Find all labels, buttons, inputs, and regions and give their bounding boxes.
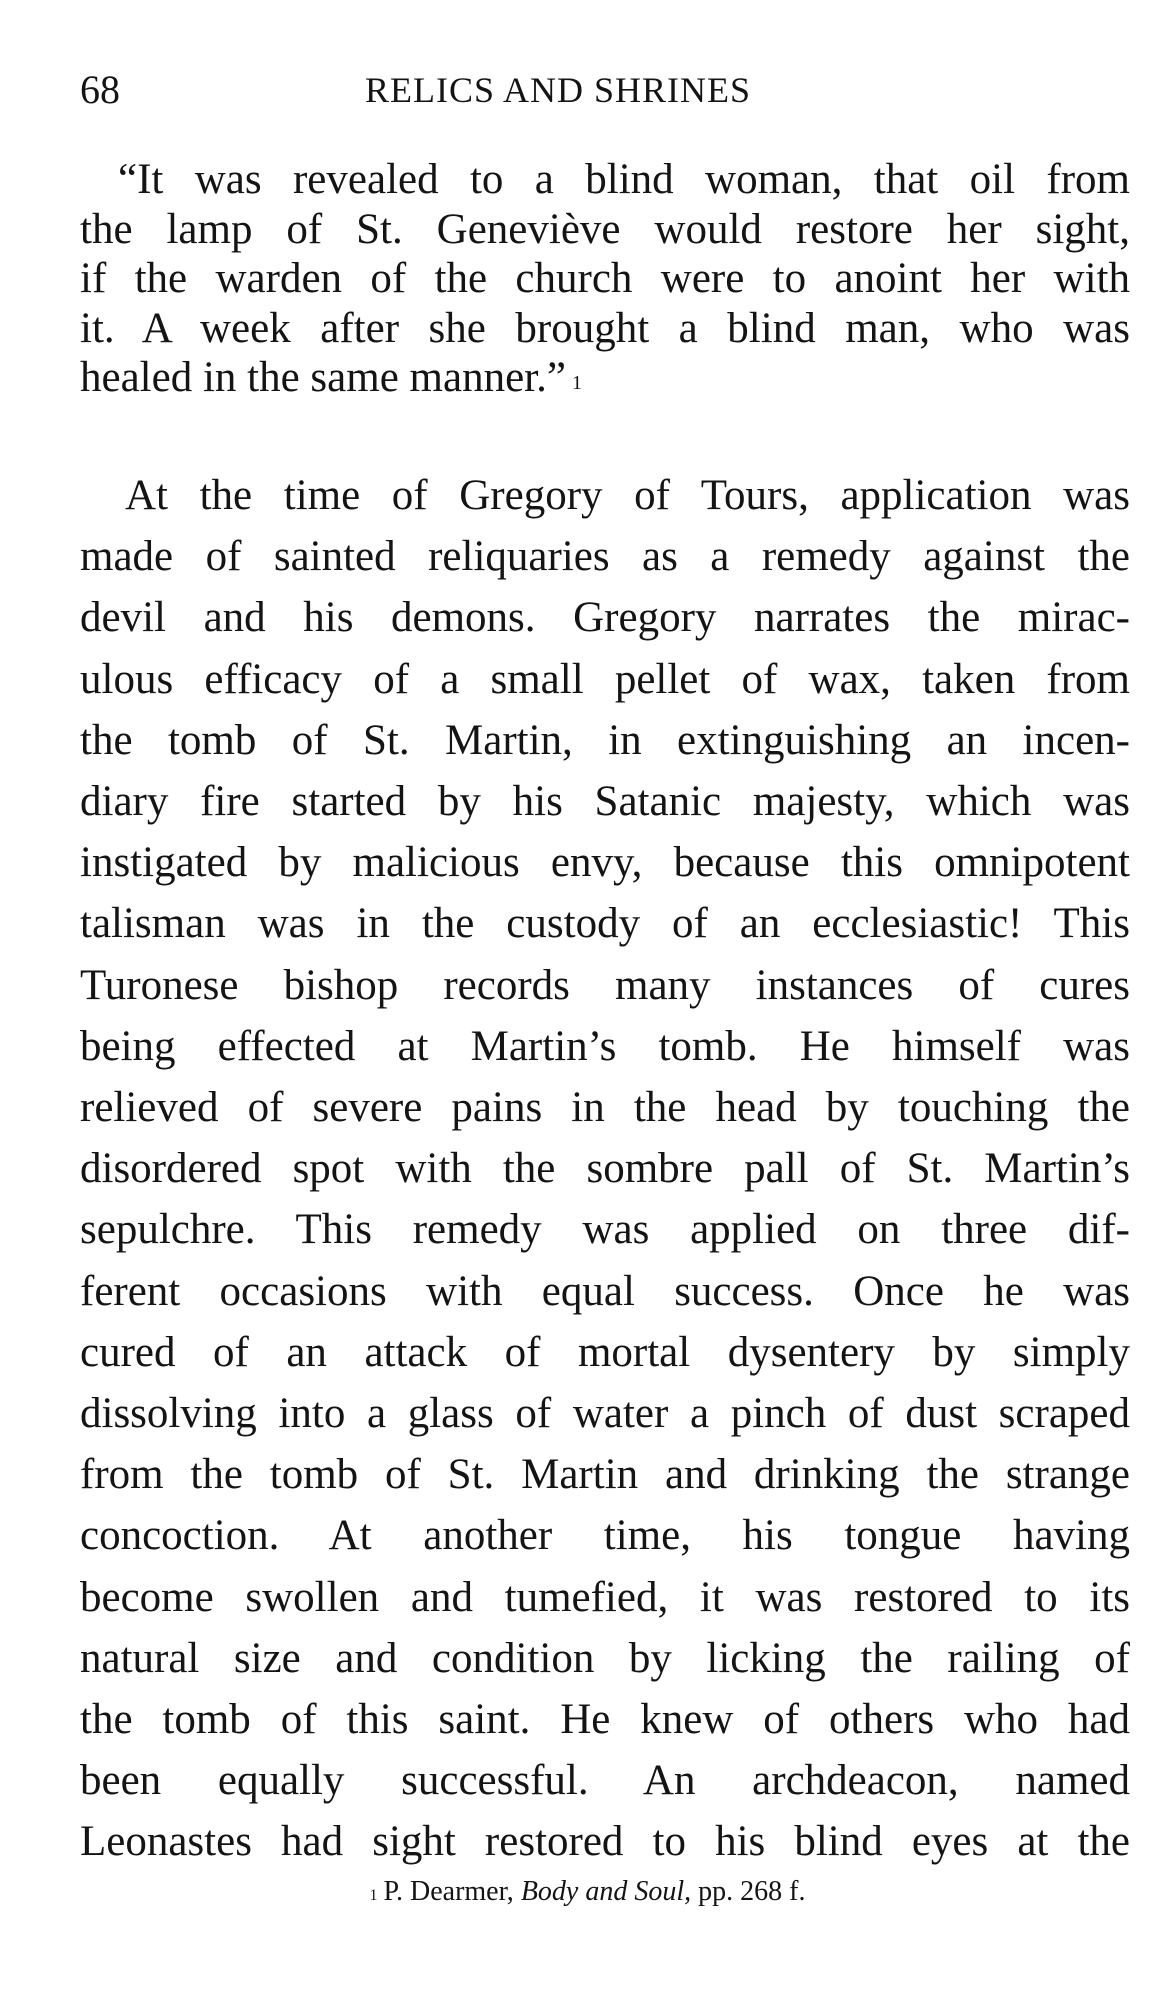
body-line: the tomb of this saint. He knew of others who had — [80, 1696, 1130, 1744]
quote-line: “It was revealed to a blind woman, that oil from — [118, 156, 1130, 203]
body-line: Turonese bishop records many instances of cures — [80, 961, 1130, 1009]
body-line: made of sainted reliquaries as a remedy against the — [80, 533, 1130, 581]
body-line: disordered spot with the sombre pall of St. Martin’s — [80, 1145, 1130, 1193]
body-line: instigated by malicious envy, because this omnipotent — [80, 839, 1130, 887]
footnote-pages: pp. 268 f. — [698, 1876, 806, 1907]
body-line: relieved of severe pains in the head by touching the — [80, 1084, 1130, 1132]
body-line: diary fire started by his Satanic majesty, which was — [80, 778, 1130, 826]
body-line: Leonastes had sight restored to his blind eyes at the — [80, 1818, 1130, 1866]
quote-line-last — [80, 353, 1130, 403]
quoted-passage — [80, 155, 1130, 403]
footnote-marker: 1 — [369, 1887, 378, 1904]
body-line: natural size and condition by licking the railing of — [80, 1634, 1130, 1682]
quote-line-text: healed in the same manner.” — [80, 354, 566, 401]
body-line: from the tomb of St. Martin and drinking the strange — [80, 1451, 1130, 1499]
body-line: talisman was in the custody of an ecclesiastic! This — [80, 900, 1130, 948]
body-line: devil and his demons. Gregory narrates the mirac- — [80, 594, 1130, 642]
footnote-author: P. Dearmer, — [383, 1876, 514, 1907]
quote-line: the lamp of St. Geneviève would restore her sight, — [80, 205, 1130, 253]
body-line: been equally successful. An archdeacon, named — [80, 1757, 1130, 1805]
body-line: dissolving into a glass of water a pinch of dust scraped — [80, 1390, 1130, 1438]
body-line: the tomb of St. Martin, in extinguishing an incen- — [80, 716, 1130, 764]
footnote — [0, 1872, 1175, 1912]
body-line: being effected at Martin’s tomb. He himself was — [80, 1022, 1130, 1070]
page-number: 68 — [80, 67, 120, 112]
quote-line: if the warden of the church were to anoint her with — [80, 255, 1130, 302]
body-line: ulous efficacy of a small pellet of wax, taken from — [80, 655, 1130, 703]
body-line: At the time of Gregory of Tours, application was — [125, 472, 1130, 519]
quote-line: it. A week after she brought a blind man, who was — [80, 304, 1130, 352]
body-line: sepulchre. This remedy was applied on three dif- — [80, 1206, 1130, 1254]
body-line: ferent occasions with equal success. Once he was — [80, 1267, 1130, 1315]
footnote-reference: 1 — [571, 372, 582, 394]
body-line: concoction. At another time, his tongue having — [80, 1512, 1130, 1560]
body-line: cured of an attack of mortal dysentery by simply — [80, 1328, 1130, 1376]
body-line: become swollen and tumefied, it was restored to its — [80, 1573, 1130, 1621]
page-header — [80, 60, 1130, 120]
footnote-title: Body and Soul, — [520, 1876, 692, 1907]
body-paragraph — [80, 465, 1130, 1873]
running-head: RELICS AND SHRINES — [365, 70, 752, 110]
